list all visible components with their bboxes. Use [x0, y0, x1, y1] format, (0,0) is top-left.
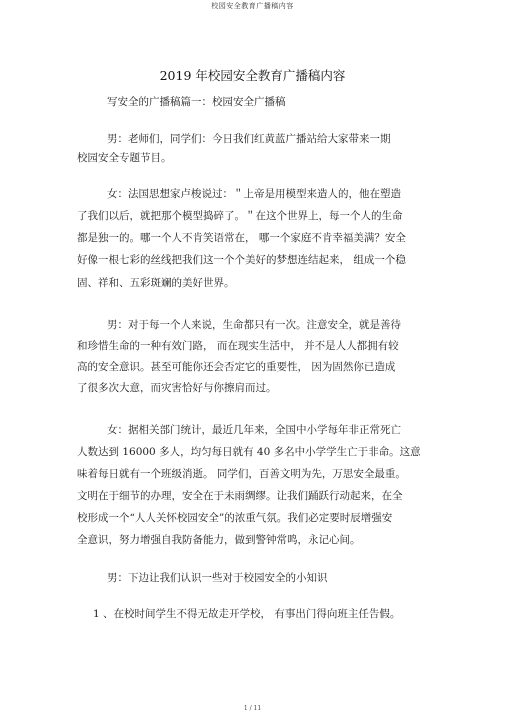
text-line: 都是独一的。哪一个人不肯笑语常在， 哪一个家庭不肯幸福美满？安全 [77, 232, 406, 244]
text-line: 男：对于每一个人来说，生命都只有一次。注意安全，就是善待 [107, 319, 401, 331]
text-line: 了我们以后，就把那个模型捣碎了。＂在这个世界上，每一个人的生命 [77, 210, 403, 222]
page-number: 1 / 11 [243, 705, 262, 712]
text-line: 校形成一个“人人关怀校园安全”的浓重气氛。我们必定要时辰增强安 [77, 512, 393, 524]
text-line: 人数达到 16000 多人，均匀每日就有 40 多名中小学学生亡于非命。这意 [77, 446, 421, 458]
text-line: 好像一根七彩的丝线把我们这一个个美好的梦想连结起来， 组成一个稳 [77, 254, 406, 266]
text-line: 女：法国思想家卢梭说过：＂上帝是用模型来造人的，他在塑造 [107, 188, 401, 200]
text-line: 全意识，努力增强自我防备能力，做到警钟常鸣，永记心间。 [77, 534, 361, 546]
text-line: 固、祥和、五彩斑斓的美好世界。 [77, 277, 235, 289]
text-line: 校园安全专题节目。 [77, 152, 172, 164]
page-header: 校园安全教育广播稿内容 [211, 2, 294, 10]
text-line: 男：下边让我们认识一些对于校园安全的小知识 [107, 572, 328, 584]
text-line: 文明在于细节的办理，安全在于未雨绸缪。让我们踊跃行动起来，在全 [77, 490, 403, 502]
page-title: 2019 年校园安全教育广播稿内容 [159, 68, 346, 83]
text-line: 1 、在校时间学生不得无故走开学校， 有事出门得向班主任告假。 [93, 608, 401, 620]
text-line: 写安全的广播稿篇一：校园安全广播稿 [107, 96, 286, 108]
text-line: 了很多次大意，而灾害恰好与你擦肩而过。 [77, 382, 277, 394]
text-line: 高的安全意识。甚至可能你还会否定它的重要性， 因为固然你已造成 [77, 361, 396, 373]
text-line: 味着每日就有一个班级消逝。 同学们，百善文明为先，万思安全最重。 [77, 468, 406, 480]
text-line: 女：据相关部门统计，最近几年来，全国中小学每年非正常死亡 [107, 424, 401, 436]
text-line: 男：老师们，同学们：今日我们红黄蓝广播站给大家带来一期 [107, 133, 391, 145]
text-line: 和珍惜生命的一种有效门路， 而在现实生活中， 并不是人人都拥有较 [77, 340, 399, 352]
